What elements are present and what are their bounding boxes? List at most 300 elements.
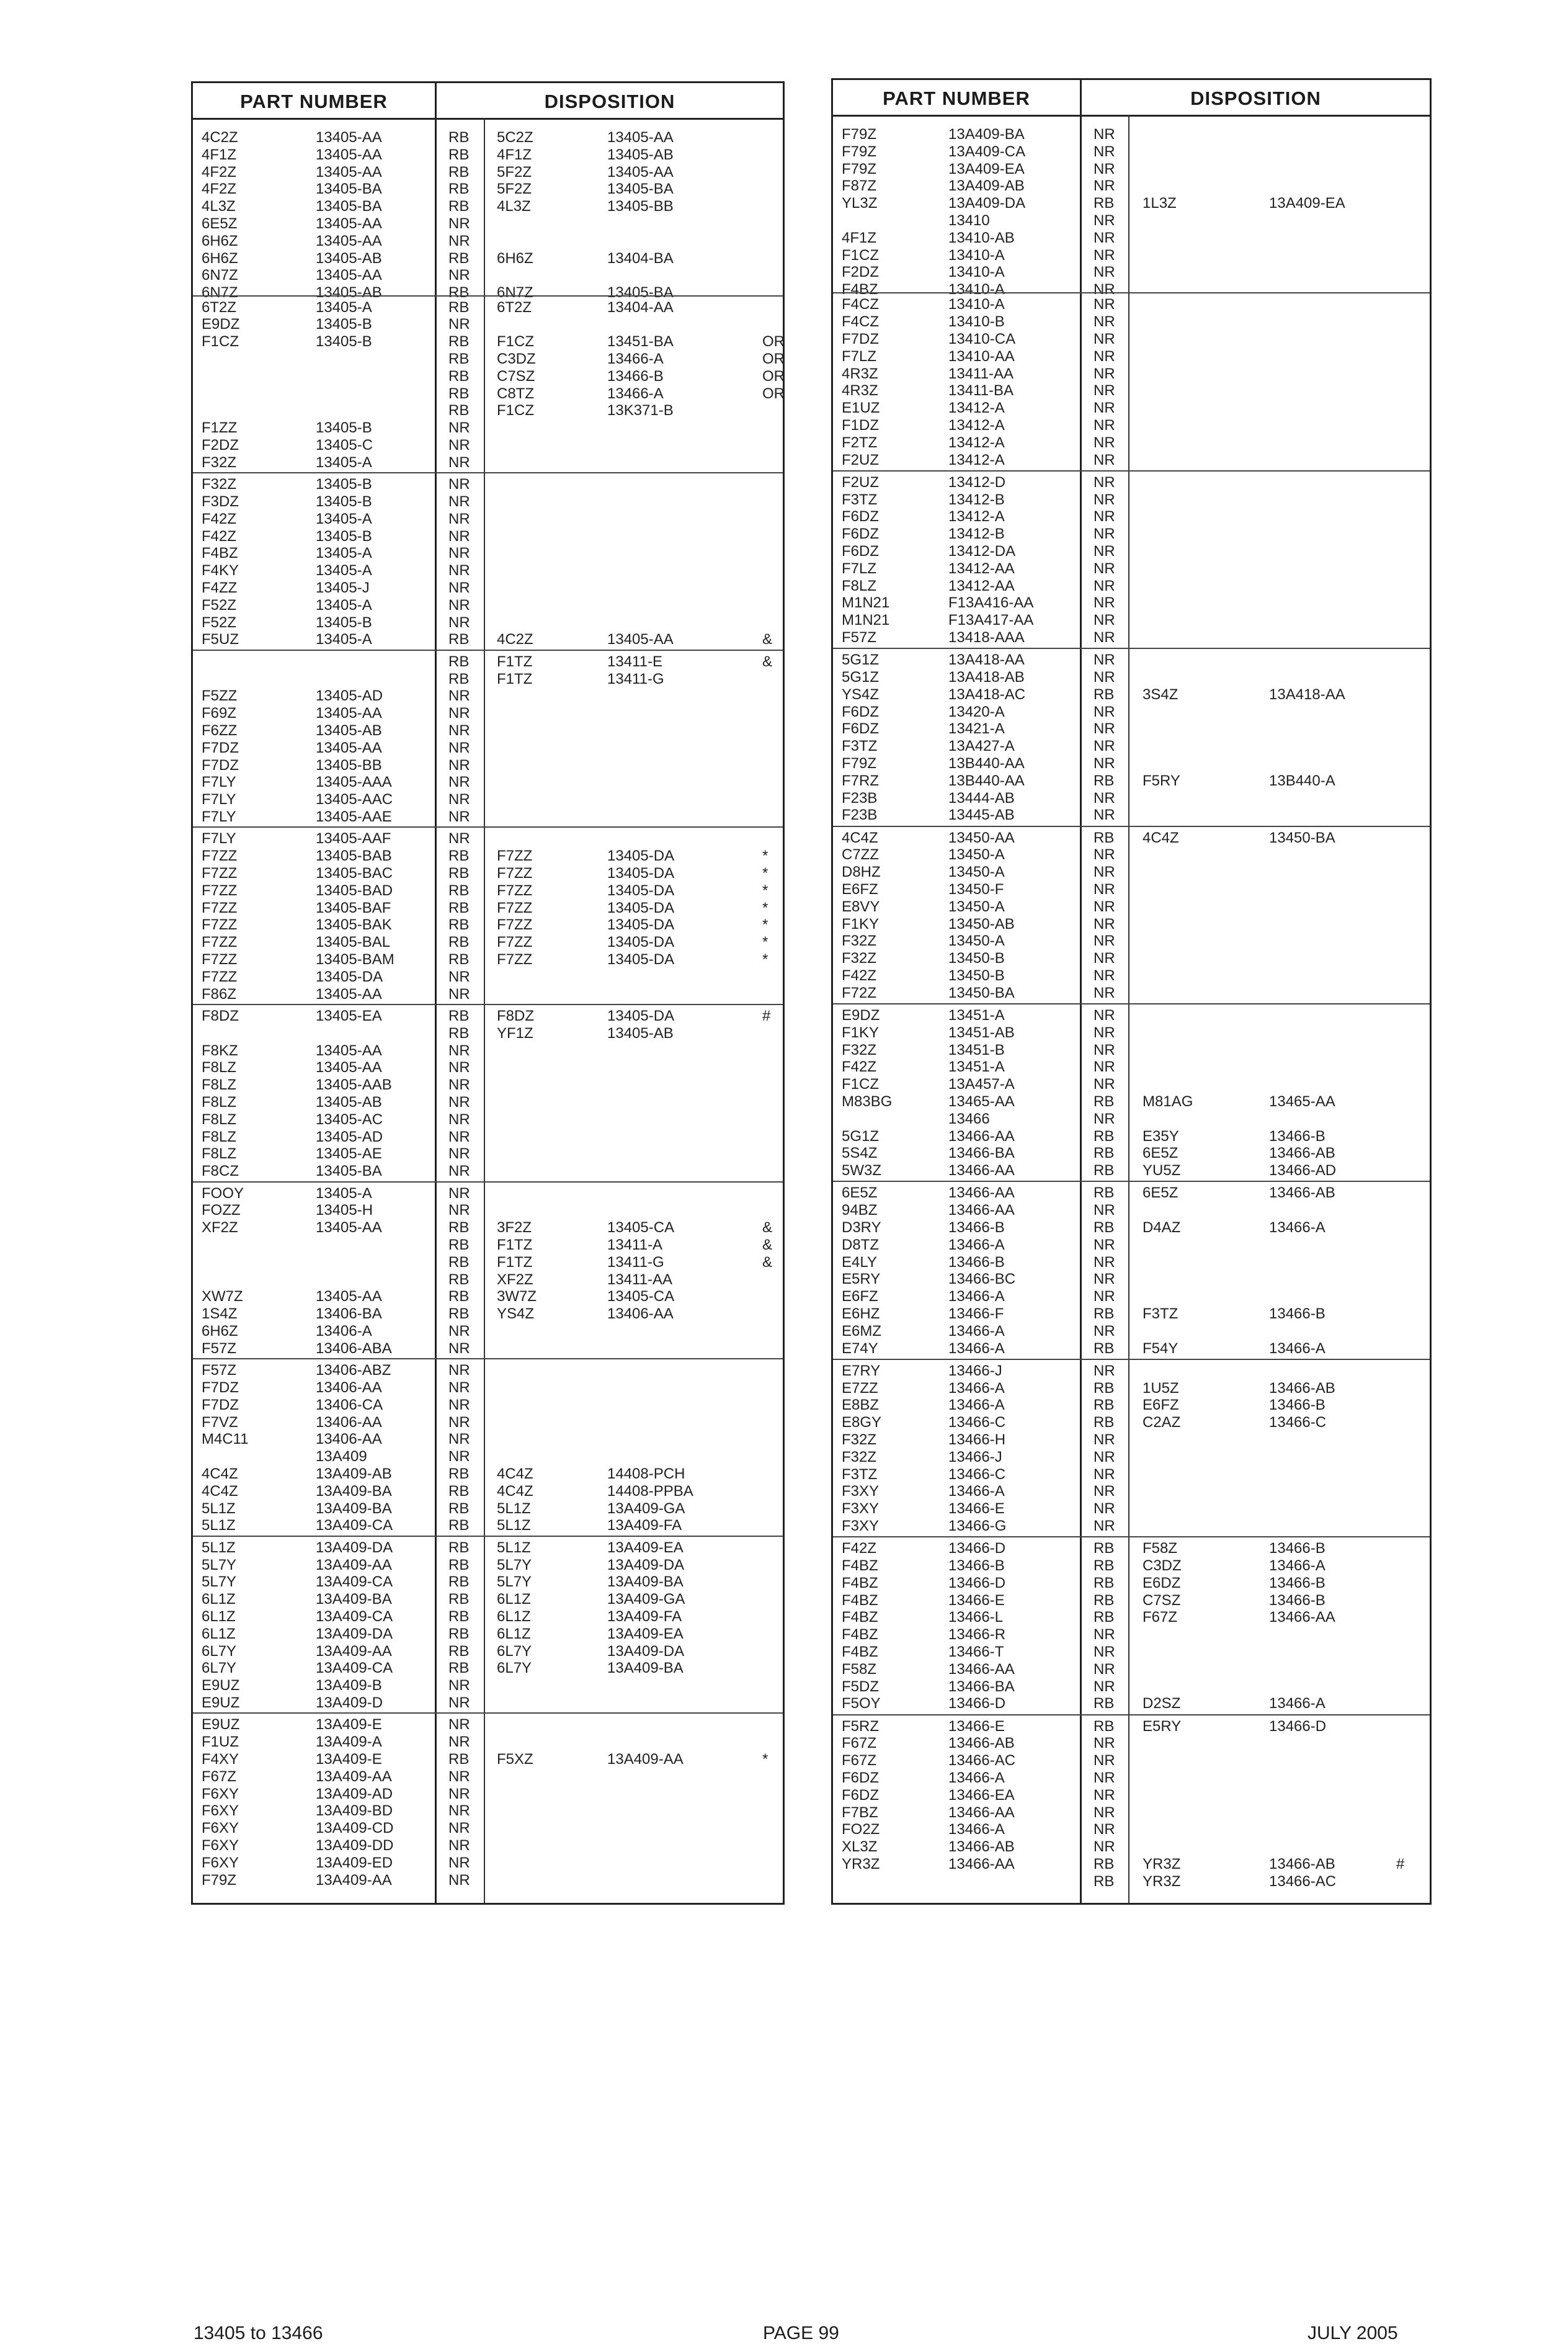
part-number-header: PART NUMBER [883,87,1030,109]
table-row [193,1500,783,1518]
table-row [833,1449,1430,1466]
part-number: 13405-AB [316,1094,382,1111]
replacement-number: 13A409-FA [607,1608,682,1625]
disposition-code: NR [1094,1678,1115,1695]
note-mark: * [762,934,768,951]
note-mark: * [762,848,768,865]
disposition-code: NR [1094,967,1115,984]
note-mark: & [762,1236,773,1253]
part-prefix: F8LZ [202,1076,237,1094]
part-number: 13412-A [948,400,1005,417]
part-number: 13411-AA [948,365,1013,382]
table-row [833,1787,1430,1804]
disposition-code: NR [1094,1236,1115,1253]
disposition-code: NR [448,808,470,825]
replacement-number: 13A409-BA [607,1660,684,1677]
part-number: 13466-AA [948,1855,1015,1872]
replacement-prefix: F1TZ [497,670,533,687]
part-prefix: F3XY [842,1500,880,1518]
part-prefix: F32Z [842,933,877,950]
part-number: 13412-B [948,526,1005,543]
part-number: 13405-BAB [316,848,392,865]
part-prefix: M1N21 [842,612,890,629]
table-row [833,807,1430,824]
disposition-code: NR [1094,491,1115,508]
part-number: 13405-BAD [316,882,393,899]
disposition-code: RB [448,385,470,402]
note-mark: & [762,1219,773,1237]
replacement-number: 13466-A [1269,1340,1325,1357]
disposition-code: RB [1094,1591,1115,1609]
replacement-number: 13466-D [1269,1717,1327,1735]
part-number: 13466-AA [948,1202,1015,1219]
disposition-code: NR [1094,1769,1115,1786]
table-row [833,1397,1430,1414]
table-row [833,1058,1430,1076]
replacement-prefix: 5L7Y [497,1573,532,1591]
part-number: 13412-AA [948,577,1015,594]
part-number: 13405-AAB [316,1076,392,1094]
table-row [193,1288,783,1305]
disposition-code: NR [1094,933,1115,950]
note-mark: # [1396,1855,1405,1872]
part-prefix: 6L1Z [202,1608,236,1625]
note-mark: OR [762,333,785,351]
part-number: 13405-AD [316,1128,383,1145]
part-prefix: F67Z [202,1768,237,1785]
disposition-code: NR [448,1694,470,1711]
table-row [193,1431,783,1448]
table-row [193,181,783,198]
disposition-code: RB [448,249,470,267]
table-row [193,882,783,900]
disposition-code: NR [448,1362,470,1379]
part-number: 13405-B [316,493,372,510]
disposition-code: NR [1094,1024,1115,1041]
replacement-prefix: C3DZ [497,350,536,367]
disposition-header: DISPOSITION [1190,87,1321,109]
table-row [833,1678,1430,1696]
replacement-number: 13411-E [607,653,662,670]
table-row [193,1465,783,1483]
disposition-code: NR [448,1202,470,1219]
part-prefix: F8KZ [202,1042,238,1059]
disposition-code: NR [1094,1838,1115,1856]
part-number: 13410-AA [948,347,1015,365]
disposition-code: RB [1094,1855,1115,1872]
disposition-code: NR [448,1448,470,1465]
disposition-code: RB [1094,1219,1115,1236]
replacement-prefix: F5XZ [497,1750,533,1768]
part-number: F13A417-AA [948,612,1034,629]
replacement-number: 13466-AB [1269,1184,1335,1202]
part-prefix: 4C2Z [202,129,238,146]
part-number: 13466-C [948,1414,1006,1431]
replacement-prefix: M81AG [1143,1093,1193,1110]
part-number: 13405-A [316,631,372,648]
disposition-code: RB [448,129,470,146]
disposition-code: NR [448,791,470,808]
disposition-code: RB [448,951,470,968]
note-mark: * [762,1750,768,1768]
part-number: 13410-A [948,264,1005,281]
disposition-code: RB [448,899,470,916]
table-row [833,1076,1430,1093]
disposition-code: RB [448,1465,470,1482]
replacement-number: 13466-AD [1269,1162,1337,1179]
part-number: 13418-AAA [948,628,1025,646]
note-mark: * [762,899,768,916]
part-number: 13405-BAM [316,951,394,968]
replacement-number: 13405-DA [607,882,675,899]
row-group [193,650,783,828]
part-prefix: F6ZZ [202,722,238,739]
part-number: 13466-D [948,1574,1006,1591]
replacement-number: 13466-AB [1269,1855,1335,1872]
disposition-header: DISPOSITION [544,91,675,112]
part-number: 13412-AA [948,560,1015,577]
part-number: 13410-AB [948,229,1015,246]
disposition-code: RB [448,146,470,163]
part-number: 13405-AB [316,722,382,739]
part-number: 13450-AB [948,915,1015,933]
disposition-code: NR [448,1145,470,1163]
disposition-code: RB [1094,1872,1115,1890]
part-prefix: F1KY [842,1024,880,1041]
table-row [833,1856,1430,1873]
disposition-code: NR [448,1820,470,1837]
part-prefix: F42Z [202,510,237,527]
table-row [833,1557,1430,1575]
disposition-code: NR [1094,1643,1115,1660]
table-row [833,126,1430,143]
part-prefix: M4C11 [202,1431,249,1448]
part-prefix: F2UZ [842,451,879,468]
table-row [833,738,1430,755]
note-mark: OR [762,367,785,385]
part-number: 13466 [948,1110,990,1127]
part-number: 13405-AC [316,1111,383,1128]
part-number: 13405-BAL [316,934,391,951]
replacement-prefix: YR3Z [1143,1855,1181,1872]
replacement-number: 13466-C [1269,1414,1327,1431]
part-prefix: D3RY [842,1219,881,1236]
replacement-prefix: F58Z [1143,1540,1178,1557]
part-prefix: F3DZ [202,493,239,510]
disposition-code: NR [1094,246,1115,264]
part-number: 13405-AA [316,1219,382,1237]
disposition-code: NR [448,687,470,705]
table-row [193,900,783,917]
part-prefix: 4C4Z [842,829,878,846]
replacement-prefix: F7ZZ [497,864,533,882]
replacement-prefix: 5L7Y [497,1556,532,1573]
table-row [193,1008,783,1025]
replacement-number: 13405-DA [607,864,675,882]
disposition-code: RB [448,864,470,882]
disposition-code: NR [1094,560,1115,577]
disposition-code: NR [448,1785,470,1802]
part-prefix: E4LY [842,1253,877,1271]
replacement-number: 13405-DA [607,916,675,934]
table-row [833,491,1430,509]
part-prefix: 1S4Z [202,1305,238,1323]
disposition-code: RB [448,1271,470,1288]
disposition-code: RB [1094,1162,1115,1179]
disposition-code: NR [448,968,470,985]
part-prefix: F7ZZ [202,968,238,985]
part-prefix: F8DZ [202,1008,239,1024]
disposition-code: NR [448,1716,470,1733]
replacement-prefix: F8DZ [497,1008,534,1024]
table-row [193,1076,783,1094]
disposition-code: NR [448,1184,470,1202]
disposition-code: NR [1094,1288,1115,1305]
table-row [193,916,783,934]
table-row [193,705,783,722]
part-number: 13466-B [948,1219,1005,1236]
part-prefix: E6HZ [842,1305,880,1322]
row-group [193,1358,783,1537]
part-prefix: E5RY [842,1271,881,1288]
part-number: 13405-AA [316,129,382,146]
disposition-code: RB [1094,195,1115,212]
disposition-code: RB [448,1591,470,1608]
part-prefix: 4F2Z [202,163,237,181]
table-row [833,1093,1430,1111]
table-row [833,1626,1430,1644]
part-number: 13466-L [948,1609,1004,1626]
replacement-number: 13404-AA [607,298,674,316]
replacement-number: 13466-B [1269,1305,1325,1322]
part-prefix: F7DZ [202,1396,239,1413]
replacement-number: 13466-B [1269,1591,1325,1609]
table-row [833,1431,1430,1449]
replacement-number: 13466-B [607,367,664,385]
part-prefix: 6L7Y [202,1642,237,1660]
part-number: 13A409-D [316,1694,383,1711]
disposition-code: RB [448,670,470,687]
table-row [833,985,1430,1002]
table-row [193,528,783,545]
table-row [193,1608,783,1626]
disposition-code: NR [1094,1465,1115,1483]
part-number: 13405-DA [316,968,383,985]
disposition-code: NR [1094,880,1115,898]
disposition-code: NR [448,562,470,579]
part-prefix: F79Z [842,126,877,143]
part-number: 13466-J [948,1448,1002,1465]
part-prefix: F7ZZ [202,899,238,916]
part-prefix: 5G1Z [842,668,880,686]
table-row [833,212,1430,230]
disposition-code: NR [448,1871,470,1889]
part-prefix: F6XY [202,1836,239,1854]
part-number: 13405-A [316,298,372,316]
row-group [193,1181,783,1360]
replacement-prefix: E35Y [1143,1127,1179,1145]
disposition-code: NR [1094,651,1115,669]
part-number: 13405-AD [316,687,383,705]
part-number: 13466-E [948,1717,1005,1735]
part-prefix: F7BZ [842,1804,878,1821]
table-row [833,1254,1430,1271]
disposition-code: NR [1094,160,1115,177]
replacement-prefix: 4F1Z [497,146,532,163]
part-prefix: F32Z [202,454,237,471]
part-prefix: F2UZ [842,473,879,491]
part-prefix: F1KY [842,915,880,933]
part-number: 13405-B [316,614,372,631]
table-row [833,1042,1430,1059]
part-number: 13405-B [316,419,372,437]
table-row [193,1517,783,1534]
replacement-prefix: F67Z [1143,1609,1178,1626]
part-number: 13466-T [948,1643,1004,1660]
replacement-number: 13466-A [607,350,664,367]
part-number: 13466-E [948,1500,1005,1518]
table-row [833,508,1430,526]
disposition-code: NR [1094,526,1115,543]
disposition-code: RB [1094,686,1115,703]
row-group [193,472,783,651]
disposition-code: NR [448,1042,470,1059]
disposition-code: NR [1094,628,1115,646]
part-number: 13A409-AB [948,177,1025,195]
disposition-code: NR [448,596,470,614]
row-group [833,1536,1430,1715]
table-row [193,1145,783,1163]
disposition-code: NR [1094,1752,1115,1769]
replacement-number: 13466-B [1269,1397,1325,1414]
part-prefix: 4F1Z [842,229,877,246]
replacement-number: 13466-AB [1269,1145,1335,1162]
part-number: 13A409-BD [316,1802,393,1820]
replacement-prefix: 5L1Z [497,1539,531,1556]
replacement-prefix: F1TZ [497,1253,533,1271]
part-prefix: F6XY [202,1802,239,1820]
disposition-code: RB [448,1608,470,1625]
part-number: 13410-A [948,296,1005,313]
part-number: 13A418-AB [948,668,1025,686]
part-prefix: F4BZ [842,1557,878,1574]
table-row [833,1219,1430,1237]
replacement-number: 13B440-A [1269,772,1335,789]
replacement-number: 13A409-EA [607,1625,684,1642]
part-prefix: F6XY [202,1785,239,1802]
disposition-code: NR [448,454,470,471]
disposition-code: NR [1094,1517,1115,1534]
disposition-code: RB [1094,1717,1115,1735]
replacement-number: 13466-B [1269,1574,1325,1591]
part-number: 13A427-A [948,738,1015,755]
part-prefix: F7LZ [842,560,877,577]
part-number: 13A457-A [948,1076,1015,1093]
left-parts-table [191,81,785,1905]
table-row [193,687,783,705]
disposition-code: NR [448,1836,470,1854]
disposition-code: RB [448,1539,470,1556]
disposition-code: NR [448,1802,470,1820]
part-number: 13A409-E [316,1750,382,1768]
table-row [193,545,783,562]
part-prefix: F32Z [842,1431,877,1448]
table-row [833,1769,1430,1787]
part-prefix: F69Z [202,705,237,722]
part-prefix: F4CZ [842,313,879,331]
table-row [833,669,1430,686]
replacement-prefix: F7ZZ [497,916,533,934]
part-prefix: F7LZ [842,347,877,365]
footer-page-number: PAGE 99 [763,2323,839,2343]
disposition-code: NR [1094,1271,1115,1288]
table-row [833,1483,1430,1500]
part-number: 13406-AA [316,1379,382,1396]
part-number: 13412-A [948,434,1005,451]
part-prefix: F5ZZ [202,687,238,705]
part-number: 13406-ABZ [316,1362,391,1379]
disposition-code: RB [448,367,470,385]
disposition-code: RB [448,1236,470,1253]
disposition-code: NR [1094,508,1115,526]
disposition-code: RB [448,1500,470,1517]
disposition-code: NR [1094,898,1115,915]
note-mark: OR [762,350,785,367]
part-prefix: F32Z [842,1041,877,1058]
part-number: 13451-A [948,1007,1005,1024]
table-row [193,951,783,968]
note-mark: & [762,631,773,648]
part-prefix: F5OY [842,1695,881,1712]
part-number: 13466-A [948,1236,1005,1253]
part-number: 13A409-AB [316,1465,392,1482]
disposition-code: NR [448,215,470,232]
part-prefix: F57Z [202,1362,237,1379]
disposition-code: RB [1094,1184,1115,1202]
part-number: 13466-AA [948,1162,1015,1179]
table-row [833,830,1430,847]
table-row [193,385,783,403]
disposition-code: NR [1094,1076,1115,1093]
disposition-code: NR [1094,1058,1115,1076]
table-row [833,651,1430,669]
replacement-number: 13A409-GA [607,1591,685,1608]
row-group [833,292,1430,471]
replacement-number: 13466-A [1269,1695,1325,1712]
part-prefix: F4BZ [842,1574,878,1591]
part-prefix: F7LY [202,830,236,848]
table-row [833,967,1430,985]
table-row [193,774,783,791]
part-number: 13A409-BA [316,1591,392,1608]
table-row [193,1626,783,1643]
note-mark: OR [762,385,785,402]
disposition-code: NR [1094,1362,1115,1379]
table-row [193,1025,783,1042]
disposition-code: RB [448,350,470,367]
replacement-number: 13A409-FA [607,1517,682,1534]
table-row [193,986,783,1003]
part-prefix: FOZZ [202,1202,241,1219]
note-mark: * [762,916,768,934]
part-prefix: E74Y [842,1340,878,1357]
disposition-code: NR [448,705,470,722]
row-group [833,648,1430,826]
disposition-code: NR [448,1059,470,1076]
disposition-code: RB [448,333,470,351]
table-row [833,1609,1430,1626]
replacement-prefix: F1TZ [497,1236,533,1253]
